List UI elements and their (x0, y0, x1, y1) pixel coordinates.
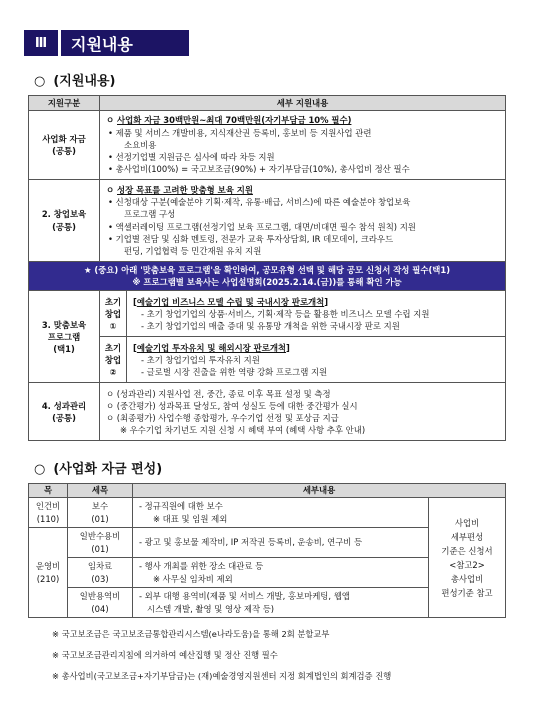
side-note-line: 기준은 신청서 (441, 545, 493, 556)
category-label-2: 프로그램 (47, 331, 81, 342)
category-cell (29, 291, 100, 383)
header-mok: 목 (29, 484, 68, 498)
bracket-close: ] (286, 342, 290, 353)
row-performance-management (29, 383, 506, 441)
notice-cell (29, 262, 506, 291)
mok-code: (210) (36, 573, 60, 584)
detail-line: ㅇ (성과관리) 지원사업 전, 중간, 종료 이후 목표 설정 및 측정 (106, 388, 331, 399)
category-cell (29, 180, 100, 262)
notice-info: ※ 프로그램별 보육사는 사업설명회(2025.2.14.(금))를 통해 확인 가능 (132, 277, 402, 288)
fund-allocation-table (28, 483, 506, 618)
detail-line: ㅇ (중간평가) 성과목표 달성도, 참여 성실도 등에 대한 중간평가 실시 (106, 400, 358, 411)
bullet-item: • 총사업비(100%) = 국고보조금(90%) + 자기부담금(10%), 총사업비 정산 필수 (108, 164, 410, 175)
semok-code: (03) (91, 573, 109, 584)
program-item: - 글로벌 시장 진출을 위한 역량 강화 프로그램 지원 (141, 367, 328, 377)
stage-number: ② (109, 367, 117, 377)
circle-bullet: ○ (34, 74, 46, 89)
lead-line (106, 114, 501, 126)
detail-line: ㅇ (최종평가) 사업수행 종합평가, 우수기업 선정 및 포상금 지급 (106, 412, 339, 423)
bullet-item: • 신청대상 구분(예술분야 기획·제작, 유통·배급, 서비스)에 따른 예술분야 창업보육 (108, 197, 411, 208)
bullet-item: • 액셀러레이팅 프로그램(선정기업 보육 프로그램, 대면/비대면 필수 참석 원칙) 지원 (108, 221, 416, 232)
category-sub: (택1) (53, 344, 75, 354)
table-header-row (29, 96, 506, 111)
semok-cell (68, 498, 133, 528)
program-title (133, 296, 501, 308)
category-label: 3. 맞춤보육 (41, 319, 87, 330)
header-semok: 세목 (68, 484, 133, 498)
side-note-line: <참고2> (449, 559, 485, 570)
semok-cell (68, 588, 133, 618)
semok-label: 일반용역비 (79, 591, 121, 602)
detail-line: - 행사 개최를 위한 장소 대관료 등 (139, 561, 264, 572)
stage-label-2: 창업 (104, 354, 122, 365)
mok-label: 운영비 (35, 561, 61, 572)
category-cell (29, 383, 100, 441)
category-label: 사업화 자금 (42, 133, 86, 144)
subheading-text: (지원내용) (53, 74, 116, 89)
semok-label: 보수 (91, 501, 109, 512)
stage-number: ① (109, 321, 117, 331)
support-content-table (28, 95, 506, 441)
program-title (133, 342, 501, 354)
row-custom-program-1 (29, 291, 506, 337)
table-header-row (29, 484, 506, 498)
mok-code: (110) (36, 513, 60, 524)
subheading-support-content (34, 70, 115, 89)
semok-code: (01) (91, 543, 109, 554)
section-number: Ⅲ (24, 30, 58, 56)
category-label: 4. 성과관리 (41, 400, 87, 411)
detail-note: ※ 우수기업 차기년도 지원 신청 시 혜택 부여 (혜택 사항 추후 안내) (120, 425, 366, 436)
detail-cell (133, 498, 429, 528)
notice-important: ★ (중요) 아래 '맞춤보육 프로그램'을 확인하여, 공모유형 선택 및 해당 공모 신청서 작성 필수(택1) (83, 265, 451, 275)
lead-prefix: ㅇ (106, 115, 118, 126)
detail-note: ※ 대표 및 임원 제외 (153, 513, 228, 524)
mok-label: 인건비 (35, 501, 61, 512)
side-note-line: 편성기준 참고 (441, 587, 493, 598)
header-category: 지원구분 (29, 96, 100, 111)
lead-text: 사업화 자금 30백만원~최대 70백만원(자기부담금 10% 필수) (117, 115, 352, 126)
bracket-open: [ (133, 296, 137, 307)
footnote: ※ 국고보조금은 국고보조금통합관리시스템(e나라도움)을 통해 2회 분할교부 (52, 629, 330, 639)
bracket-close: ] (324, 296, 329, 307)
category-sub: (공통) (52, 146, 76, 156)
mok-cell (29, 528, 68, 618)
stage-cell (100, 291, 127, 337)
semok-label: 임차료 (87, 561, 113, 572)
row-personnel (29, 498, 506, 528)
footnote: ※ 국고보조금관리지침에 의거하여 예산집행 및 정산 진행 필수 (52, 650, 278, 660)
detail-line-continued: 시스템 개발, 촬영 및 영상 제작 등) (147, 603, 275, 614)
circle-bullet: ○ (34, 462, 46, 477)
detail-note: ※ 사무실 임차비 제외 (153, 573, 233, 584)
footnotes (52, 624, 391, 687)
stage-label: 초기 (104, 342, 122, 353)
bullet-item: • 기업별 전담 및 심화 멘토링, 전문가 교육 투자상담회, IR 데모데이, 크라우드 (108, 233, 394, 244)
category-cell (29, 111, 100, 180)
header-detail: 세부 지원내용 (100, 96, 506, 111)
program-detail (127, 337, 506, 383)
category-sub: (공통) (52, 412, 76, 423)
bracket-open: [ (133, 342, 137, 353)
detail-cell (133, 588, 429, 618)
program-item: - 초기 창업기업의 매출 증대 및 유통망 개척을 위한 국내시장 판로 지원 (141, 321, 400, 331)
detail-cell (133, 558, 429, 588)
bullet-continuation: 펀딩, 기업협력 등 민간재원 유치 지원 (124, 245, 262, 256)
lead-line (106, 184, 501, 196)
stage-cell (100, 337, 127, 383)
side-note-line: 총사업비 (450, 573, 484, 584)
detail-cell (100, 111, 506, 180)
bullet-continuation: 소요비용 (124, 139, 157, 150)
header-detail: 세부내용 (133, 484, 506, 498)
detail-line: - 정규직원에 대한 보수 (139, 501, 223, 512)
detail-line: - 광고 및 홍보물 제작비, IP 저작권 등록비, 운송비, 연구비 등 (139, 537, 363, 548)
side-note-line: 세부편성 (450, 531, 484, 542)
lead-text: 성장 목표를 고려한 맞춤형 보육 지원 (117, 184, 253, 195)
semok-label: 일반수용비 (79, 531, 121, 542)
program-item: - 초기 창업기업의 상품·서비스, 기획·제작 등을 활용한 비즈니스 모델 수립 지원 (141, 308, 430, 319)
bullet-item: • 제품 및 서비스 개발비용, 지식재산권 등록비, 홍보비 등 지원사업 관련 (108, 127, 372, 138)
notice-row (29, 262, 506, 291)
semok-cell (68, 528, 133, 558)
detail-line: - 외부 대행 용역비(제품 및 서비스 개발, 홍보마케팅, 웹앱 (139, 591, 350, 602)
category-label: 2. 창업보육 (41, 209, 87, 220)
row-custom-program-2 (29, 337, 506, 383)
side-note-line: 사업비 (454, 517, 480, 528)
bullet-item: • 선정기업별 지원금은 심사에 따라 차등 지원 (108, 152, 275, 163)
footnote: ※ 총사업비(국고보조금+자기부담금)는 (재)예술경영지원센터 지정 회계법인의 회계검증 진행 (52, 671, 392, 681)
stage-label: 초기 (104, 296, 122, 307)
section-header (24, 30, 189, 56)
program-item: - 초기 창업기업의 투자유치 지원 (141, 354, 260, 365)
row-startup-incubation (29, 180, 506, 262)
semok-code: (04) (91, 603, 109, 614)
program-title-text: 예술기업 비즈니스 모델 수립 및 국내시장 판로개척 (136, 296, 325, 307)
section-title: 지원내용 (61, 30, 189, 56)
mok-cell (29, 498, 68, 528)
row-commercialization-fund (29, 111, 506, 180)
category-sub: (공통) (52, 221, 76, 232)
detail-cell (100, 383, 506, 441)
semok-code: (01) (91, 513, 109, 524)
subheading-fund-allocation (34, 458, 162, 477)
bullet-continuation: 프로그램 구성 (124, 209, 176, 220)
detail-cell (100, 180, 506, 262)
program-detail (127, 291, 506, 337)
semok-cell (68, 558, 133, 588)
lead-prefix: ㅇ (106, 184, 118, 195)
subheading-text: (사업화 자금 편성) (53, 462, 163, 477)
stage-label-2: 창업 (104, 308, 122, 319)
program-title-text: 예술기업 투자유치 및 해외시장 판로개척 (136, 342, 287, 353)
side-note-cell (429, 498, 506, 618)
detail-cell (133, 528, 429, 558)
